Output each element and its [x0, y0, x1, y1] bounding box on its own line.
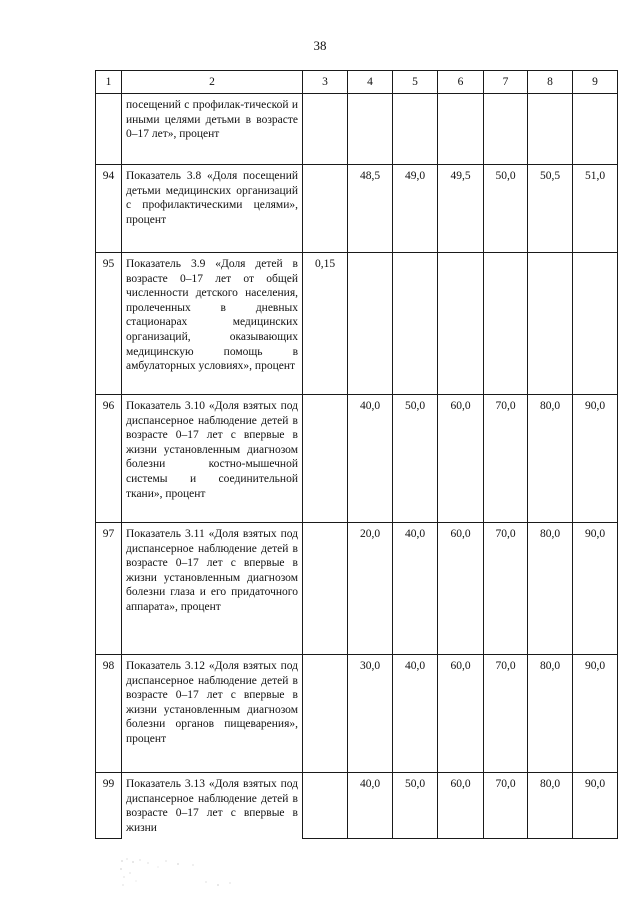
cell-col7 [484, 253, 528, 395]
cell-col6: 60,0 [438, 773, 484, 839]
row-number: 98 [96, 655, 122, 773]
cell-col5: 40,0 [393, 655, 438, 773]
indicator-table [95, 70, 618, 839]
cell-col3: 0,15 [303, 253, 348, 395]
cell-col9 [573, 253, 618, 395]
table-row [96, 523, 618, 655]
cell-col4: 40,0 [348, 773, 393, 839]
cell-col4: 30,0 [348, 655, 393, 773]
indicator-description: Показатель 3.10 «Доля взятых под диспансерное наблюдение детей в возрасте 0–17 лет с впервые в жизни установленным диагнозом болезни костно-мышечной системы и соединительной ткани», процент [122, 395, 303, 523]
table-row [96, 94, 618, 165]
cell-col5: 40,0 [393, 523, 438, 655]
cell-col5: 50,0 [393, 773, 438, 839]
row-number: 99 [96, 773, 122, 839]
cell-col6 [438, 94, 484, 165]
cell-col6: 49,5 [438, 165, 484, 253]
cell-col7 [484, 94, 528, 165]
column-header: 4 [348, 71, 393, 94]
cell-col4 [348, 94, 393, 165]
cell-col6: 60,0 [438, 395, 484, 523]
cell-col6 [438, 253, 484, 395]
cell-col8 [528, 94, 573, 165]
cell-col8: 80,0 [528, 395, 573, 523]
column-header: 6 [438, 71, 484, 94]
cell-col8: 80,0 [528, 655, 573, 773]
cell-col7: 70,0 [484, 523, 528, 655]
indicator-description: Показатель 3.12 «Доля взятых под диспансерное наблюдение детей в возрасте 0–17 лет с впервые в жизни установленным диагнозом болезни органов пищеварения», процент [122, 655, 303, 773]
cell-col7: 50,0 [484, 165, 528, 253]
cell-col5: 50,0 [393, 395, 438, 523]
cell-col5: 49,0 [393, 165, 438, 253]
column-header: 3 [303, 71, 348, 94]
table-row [96, 395, 618, 523]
cell-col3 [303, 655, 348, 773]
table-header-row [96, 71, 618, 94]
indicator-description: Показатель 3.13 «Доля взятых под диспансерное наблюдение детей в возрасте 0–17 лет с впервые в жизни [122, 773, 303, 839]
column-header: 2 [122, 71, 303, 94]
cell-col8: 80,0 [528, 773, 573, 839]
cell-col9: 51,0 [573, 165, 618, 253]
cell-col6: 60,0 [438, 655, 484, 773]
indicator-description: Показатель 3.8 «Доля посещений детьми медицинских организаций с профилактическими целями», процент [122, 165, 303, 253]
column-header: 7 [484, 71, 528, 94]
cell-col8: 80,0 [528, 523, 573, 655]
cell-col4: 48,5 [348, 165, 393, 253]
row-number [96, 94, 122, 165]
column-header: 9 [573, 71, 618, 94]
table-row [96, 253, 618, 395]
cell-col3 [303, 94, 348, 165]
table-row [96, 165, 618, 253]
row-number: 96 [96, 395, 122, 523]
cell-col8: 50,5 [528, 165, 573, 253]
cell-col4: 40,0 [348, 395, 393, 523]
column-header: 5 [393, 71, 438, 94]
cell-col4: 20,0 [348, 523, 393, 655]
cell-col5 [393, 94, 438, 165]
cell-col4 [348, 253, 393, 395]
table-row [96, 655, 618, 773]
cell-col7: 70,0 [484, 773, 528, 839]
scan-artifact [118, 855, 248, 895]
cell-col3 [303, 395, 348, 523]
cell-col9: 90,0 [573, 523, 618, 655]
page-number: 38 [313, 38, 327, 53]
indicator-description: Показатель 3.9 «Доля детей в возрасте 0–17 лет от общей численности детского населения, пролеченных в дневных стационарах медицинских организаций, оказывающих медицинскую помощь в амбулаторных условиях», процент [122, 253, 303, 395]
table-row [96, 773, 618, 839]
cell-col9 [573, 94, 618, 165]
row-number: 97 [96, 523, 122, 655]
cell-col7: 70,0 [484, 655, 528, 773]
cell-col7: 70,0 [484, 395, 528, 523]
indicator-description: посещений с профилак-тической и иными целями детьми в возрасте 0–17 лет», процент [122, 94, 303, 165]
cell-col9: 90,0 [573, 773, 618, 839]
cell-col3 [303, 773, 348, 839]
cell-col9: 90,0 [573, 395, 618, 523]
row-number: 94 [96, 165, 122, 253]
column-header: 8 [528, 71, 573, 94]
cell-col3 [303, 523, 348, 655]
cell-col3 [303, 165, 348, 253]
cell-col6: 60,0 [438, 523, 484, 655]
cell-col5 [393, 253, 438, 395]
cell-col9: 90,0 [573, 655, 618, 773]
cell-col8 [528, 253, 573, 395]
row-number: 95 [96, 253, 122, 395]
indicator-description: Показатель 3.11 «Доля взятых под диспансерное наблюдение детей в возрасте 0–17 лет с впервые в жизни установленным диагнозом болезни глаза и его придаточного аппарата», процент [122, 523, 303, 655]
column-header: 1 [96, 71, 122, 94]
